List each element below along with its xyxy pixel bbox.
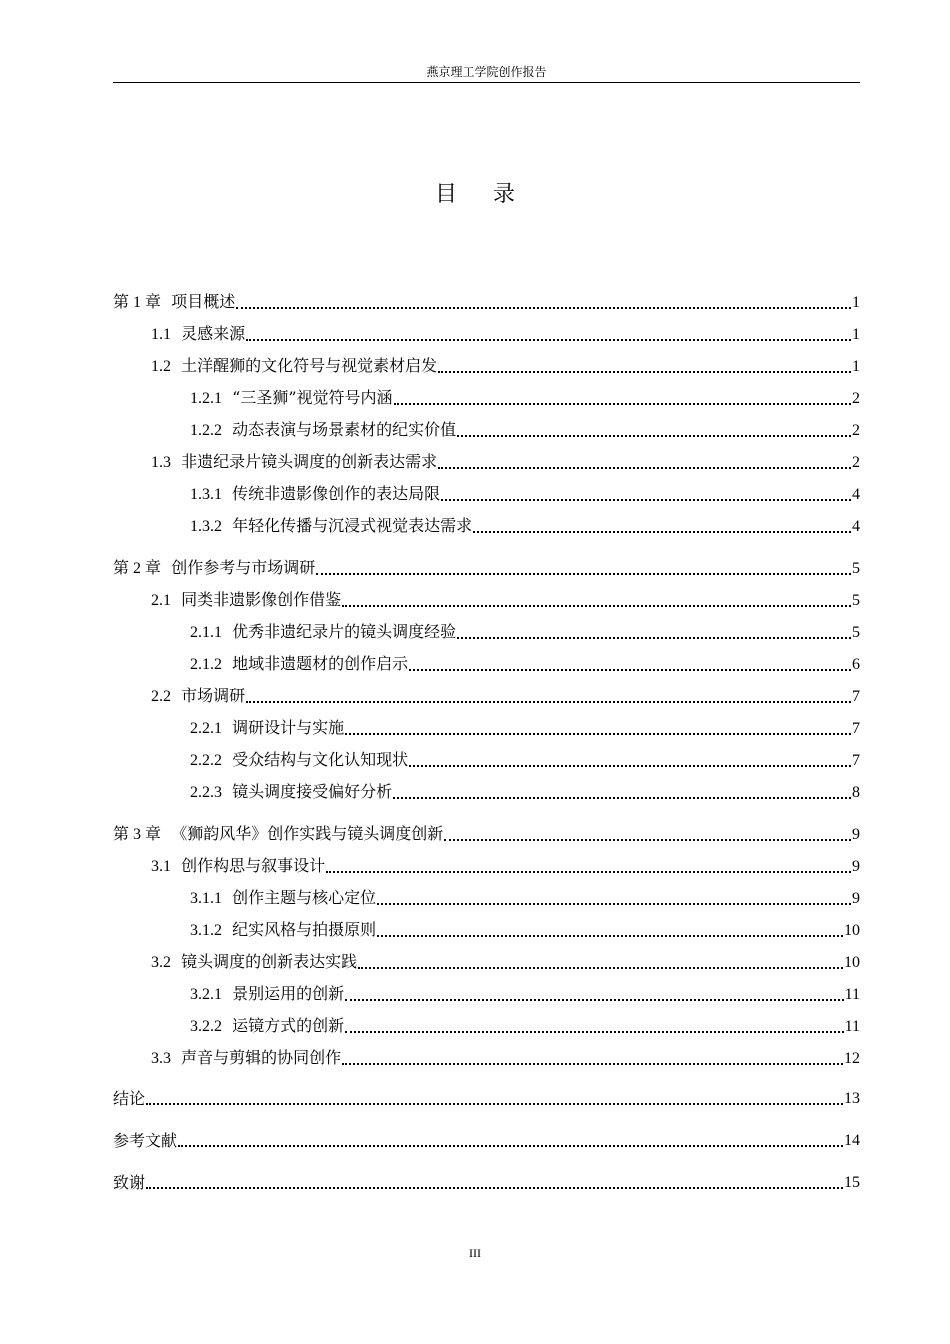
toc-entry-page: 11 <box>844 1018 860 1035</box>
toc-entry-number: 1.3.1 <box>190 486 222 503</box>
leader-dots <box>146 1103 843 1105</box>
leader-dots <box>473 531 851 533</box>
leader-dots <box>246 701 851 703</box>
toc-entry-text: 市场调研 <box>181 686 246 705</box>
toc-entry[interactable] <box>113 618 860 644</box>
toc-entry-number: 1.3.2 <box>190 518 222 535</box>
toc-entry-text: 非遗纪录片镜头调度的创新表达需求 <box>181 452 438 471</box>
toc-entry-number: 1.2 <box>151 358 171 375</box>
page-number: III <box>469 1246 481 1260</box>
toc-entry-number: 2.2 <box>151 688 171 705</box>
toc-entry-label <box>190 515 472 538</box>
toc-entry-label <box>190 419 456 442</box>
toc-entry-page: 5 <box>852 560 860 577</box>
toc-entry-text: 受众结构与文化认知现状 <box>232 750 409 769</box>
toc-entry[interactable] <box>113 714 860 740</box>
toc-entry[interactable] <box>113 778 860 804</box>
toc-entry-label <box>151 1047 341 1070</box>
toc-entry-number: 3.2 <box>151 954 171 971</box>
toc-entry-page: 1 <box>852 326 860 343</box>
toc-entry-label <box>190 919 376 942</box>
leader-dots <box>409 669 851 671</box>
toc-entry-number: 3.1.2 <box>190 922 222 939</box>
toc-entry-page: 9 <box>852 890 860 907</box>
toc-entry-number: 2.2.2 <box>190 752 222 769</box>
toc-entry[interactable] <box>113 512 860 538</box>
toc-entry[interactable] <box>113 916 860 942</box>
toc-entry-label <box>190 1015 344 1038</box>
toc-entry-number: 1.3 <box>151 454 171 471</box>
toc-entry-text: 地域非遗题材的创作启示 <box>232 654 409 673</box>
toc-entry-label <box>151 355 437 378</box>
toc-entry-text: 调研设计与实施 <box>232 718 345 737</box>
toc-entry-number: 2.1.2 <box>190 656 222 673</box>
toc-entry-page: 11 <box>844 986 860 1003</box>
header-text: 燕京理工学院创作报告 <box>426 65 547 79</box>
toc-entry-number: 第 1 章 <box>113 294 162 311</box>
toc-entry-label <box>113 1130 177 1152</box>
toc-entry[interactable] <box>113 288 860 314</box>
toc-entry-label <box>190 483 440 506</box>
toc-entry-label <box>151 589 341 612</box>
toc-entry-number: 第 2 章 <box>113 560 162 577</box>
toc-entry-page: 1 <box>852 358 860 375</box>
toc-entry-number: 3.3 <box>151 1050 171 1067</box>
toc-entry[interactable] <box>113 746 860 772</box>
toc-entry[interactable] <box>113 1044 860 1070</box>
toc-title: 目录 <box>434 182 551 207</box>
page-header <box>113 64 860 83</box>
leader-dots <box>345 1031 843 1033</box>
toc-entry-text: 创作构思与叙事设计 <box>181 856 326 875</box>
toc-entry-number: 2.2.3 <box>190 784 222 801</box>
toc-entry-number: 第 3 章 <box>113 826 162 843</box>
toc-entry[interactable] <box>113 1012 860 1038</box>
leader-dots <box>441 499 851 501</box>
toc-entry-page: 2 <box>852 454 860 471</box>
toc-entry-text: 声音与剪辑的协同创作 <box>181 1048 342 1067</box>
toc-entry-text: 同类非遗影像创作借鉴 <box>181 590 342 609</box>
leader-dots <box>345 999 843 1001</box>
toc-entry-label <box>113 291 235 314</box>
leader-dots <box>409 765 851 767</box>
page-footer <box>0 1246 950 1261</box>
toc-entry-text: 参考文献 <box>113 1131 178 1150</box>
toc-entry-page: 8 <box>852 784 860 801</box>
toc-entry-text: 优秀非遗纪录片的镜头调度经验 <box>232 622 457 641</box>
toc-entry-page: 14 <box>844 1132 860 1149</box>
toc-entry[interactable] <box>113 320 860 346</box>
toc-entry-number: 1.2.1 <box>190 390 222 407</box>
toc-entry-text: 创作参考与市场调研 <box>171 558 316 577</box>
toc-entry-text: 年轻化传播与沉浸式视觉表达需求 <box>232 516 473 535</box>
toc-entry-label <box>190 781 392 804</box>
toc-entry-page: 6 <box>852 656 860 673</box>
toc-entry-label <box>190 749 408 772</box>
toc-entry-label <box>151 951 357 974</box>
toc-entry[interactable] <box>113 586 860 612</box>
toc-entry-page: 9 <box>852 858 860 875</box>
toc-entry-text: 镜头调度接受偏好分析 <box>232 782 393 801</box>
toc-entry-text: 致谢 <box>113 1173 146 1192</box>
toc-entry-page: 5 <box>852 624 860 641</box>
toc-entry-label <box>190 983 344 1006</box>
toc-entry-text: 灵感来源 <box>181 324 246 343</box>
toc-entry-text: 土洋醒狮的文化符号与视觉素材启发 <box>181 356 438 375</box>
toc-entry-text: 传统非遗影像创作的表达局限 <box>232 484 441 503</box>
toc-entry-number: 2.1.1 <box>190 624 222 641</box>
toc-entry-number: 1.1 <box>151 326 171 343</box>
toc-entry-number: 1.2.2 <box>190 422 222 439</box>
toc-entry-page: 13 <box>844 1090 860 1107</box>
toc-entry[interactable] <box>113 650 860 676</box>
toc-entry-label <box>113 1172 145 1194</box>
toc-entry-page: 5 <box>852 592 860 609</box>
toc-entry-text: 动态表演与场景素材的纪实价值 <box>232 420 457 439</box>
toc-entry-label <box>151 323 245 346</box>
toc-entry-number: 3.1 <box>151 858 171 875</box>
toc-entry-text: “三圣狮”视觉符号内涵 <box>232 388 393 407</box>
toc-entry-text: 《狮韵风华》创作实践与镜头调度创新 <box>171 824 444 843</box>
toc-entry-number: 3.2.1 <box>190 986 222 1003</box>
toc-entry-number: 2.1 <box>151 592 171 609</box>
toc-entry-label <box>151 855 325 878</box>
toc-entry-text: 景别运用的创新 <box>232 984 345 1003</box>
toc-entry-label <box>151 685 245 708</box>
leader-dots <box>342 605 851 607</box>
toc-entry-label <box>190 621 456 644</box>
toc-entry-label <box>190 717 344 740</box>
toc-entry[interactable] <box>113 820 860 846</box>
toc-entry[interactable] <box>113 1126 860 1152</box>
toc-entry[interactable] <box>113 448 860 474</box>
toc-entry-page: 10 <box>844 954 860 971</box>
toc-entry-number: 2.2.1 <box>190 720 222 737</box>
leader-dots <box>438 467 851 469</box>
leader-dots <box>316 573 851 575</box>
leader-dots <box>146 1187 843 1189</box>
leader-dots <box>326 871 851 873</box>
toc-entry-page: 4 <box>852 486 860 503</box>
toc-entry-label <box>113 1088 145 1110</box>
toc-entry-page: 4 <box>852 518 860 535</box>
toc-entry-text: 镜头调度的创新表达实践 <box>181 952 358 971</box>
toc-entry-page: 2 <box>852 390 860 407</box>
toc-entry-page: 9 <box>852 826 860 843</box>
toc-entry-page: 12 <box>844 1050 860 1067</box>
toc-entry-number: 3.2.2 <box>190 1018 222 1035</box>
toc-entry[interactable] <box>113 1168 860 1194</box>
toc-entry-page: 7 <box>852 720 860 737</box>
toc-entry-label <box>151 451 437 474</box>
leader-dots <box>178 1145 843 1147</box>
toc-entry-label <box>113 823 443 846</box>
toc-entry-page: 15 <box>844 1174 860 1191</box>
leader-dots <box>457 435 851 437</box>
toc-entry-label <box>190 387 393 410</box>
toc-entry-page: 7 <box>852 688 860 705</box>
toc-entry-text: 项目概述 <box>171 292 236 311</box>
toc-entry[interactable] <box>113 852 860 878</box>
leader-dots <box>438 371 851 373</box>
toc-entry-page: 1 <box>852 294 860 311</box>
leader-dots <box>457 637 851 639</box>
toc-entry[interactable] <box>113 884 860 910</box>
toc-entry-text: 纪实风格与拍摄原则 <box>232 920 377 939</box>
leader-dots <box>377 935 843 937</box>
toc-entry[interactable] <box>113 416 860 442</box>
toc-entry-text: 结论 <box>113 1089 146 1108</box>
leader-dots <box>377 903 851 905</box>
leader-dots <box>236 307 851 309</box>
leader-dots <box>246 339 851 341</box>
leader-dots <box>342 1063 843 1065</box>
toc-entry[interactable] <box>113 352 860 378</box>
toc-entry-text: 创作主题与核心定位 <box>232 888 377 907</box>
leader-dots <box>394 403 851 405</box>
leader-dots <box>358 967 843 969</box>
leader-dots <box>393 797 851 799</box>
toc-entry-text: 运镜方式的创新 <box>232 1016 345 1035</box>
toc-entry[interactable] <box>113 480 860 506</box>
toc-entry-page: 7 <box>852 752 860 769</box>
toc-entry[interactable] <box>113 554 860 580</box>
toc-entry[interactable] <box>113 1084 860 1110</box>
leader-dots <box>444 839 851 841</box>
toc-entry-page: 2 <box>852 422 860 439</box>
toc-entry[interactable] <box>113 682 860 708</box>
toc-entry[interactable] <box>113 980 860 1006</box>
toc-entry-number: 3.1.1 <box>190 890 222 907</box>
toc-entry[interactable] <box>113 384 860 410</box>
toc-entry-page: 10 <box>844 922 860 939</box>
toc-entry-label <box>190 887 376 910</box>
toc-entry[interactable] <box>113 948 860 974</box>
leader-dots <box>345 733 851 735</box>
toc-entry-label <box>190 653 408 676</box>
toc-entry-label <box>113 557 315 580</box>
